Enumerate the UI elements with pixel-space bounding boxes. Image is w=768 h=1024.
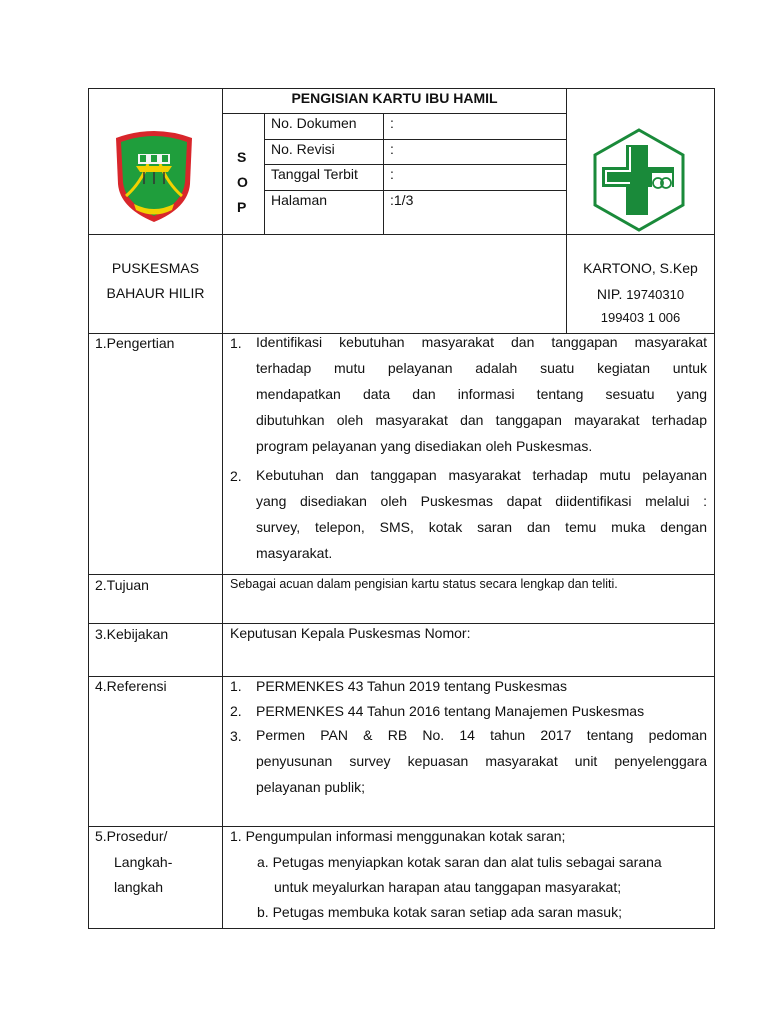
table-border-right (714, 88, 715, 929)
signer-nip-line1 (567, 285, 714, 304)
header-row-line (88, 234, 715, 235)
pengertian-item-2-line: masyarakat. (256, 545, 333, 561)
sop-letter-p: P (237, 199, 247, 215)
pengertian-item-2-line: yang disediakan oleh Puskesmas dapat diidentifikasi melalui : (256, 493, 707, 509)
meta-value-halaman: :1/3 (390, 192, 414, 208)
meta-label-no-dokumen: No. Dokumen (271, 115, 357, 131)
pengertian-item-1-line: terhadap mutu pelayanan adalah suatu kegiatan untuk (256, 360, 707, 376)
prosedur-substep-a-line2: untuk meyalurkan harapan atau tanggapan masyarakat; (274, 879, 622, 895)
meta-label-halaman: Halaman (271, 192, 328, 208)
pengertian-item-1 (256, 329, 707, 459)
pengertian-item-1-line: program pelayanan yang disediakan oleh Puskesmas. (256, 438, 593, 454)
pengertian-item-1-number: 1. (230, 335, 242, 351)
signer-nip-part1: 19740310 (626, 287, 685, 302)
prosedur-substep-b: b. Petugas membuka kotak saran setiap ada saran masuk; (257, 904, 622, 920)
header-divider-left (222, 88, 223, 334)
body-column-divider (222, 333, 223, 929)
signer-nip-part2: 199403 1 006 (600, 310, 681, 325)
meta-value-tanggal-terbit: : (390, 166, 394, 182)
sop-letter-o: O (237, 174, 248, 190)
pengertian-item-2 (256, 462, 707, 566)
section-label-tujuan: 2.Tujuan (95, 577, 149, 593)
signer-nip-label: NIP. (596, 286, 623, 302)
pengertian-item-2-number: 2. (230, 468, 242, 484)
meta-divider (383, 113, 384, 235)
org-name-line2: BAHAUR HILIR (106, 285, 205, 301)
section-label-prosedur-line3: langkah (114, 879, 164, 895)
referensi-item-3 (256, 722, 707, 800)
pengertian-item-1-line: dibutuhkan oleh masyarakat dan tanggapan mayarakat terhadap (256, 412, 707, 428)
meta-label-no-revisi: No. Revisi (271, 141, 335, 157)
section-label-prosedur-line2: Langkah- (114, 854, 173, 870)
referensi-item-1: PERMENKES 43 Tahun 2019 tentang Puskesmas (256, 678, 568, 694)
kebijakan-text: Keputusan Kepala Puskesmas Nomor: (230, 625, 471, 641)
meta-value-no-dokumen: : (390, 115, 394, 131)
meta-value-no-revisi: : (390, 141, 394, 157)
section-label-kebijakan: 3.Kebijakan (95, 626, 169, 642)
puskesmas-cross-logo-icon (590, 127, 688, 233)
document-title: PENGISIAN KARTU IBU HAMIL (291, 90, 498, 106)
referensi-item-3-line: penyusunan survey kepuasan masyarakat unit penyelenggara (256, 753, 707, 769)
referensi-item-3-line: pelayanan publik; (256, 779, 365, 795)
referensi-item-2-number: 2. (230, 703, 242, 719)
signer-name: KARTONO, S.Kep (583, 260, 698, 276)
sop-divider (264, 113, 265, 235)
meta-label-tanggal-terbit: Tanggal Terbit (271, 166, 358, 182)
referensi-item-3-line: Permen PAN & RB No. 14 tahun 2017 tentang pedoman (256, 727, 707, 743)
pengertian-item-2-line: survey, telepon, SMS, kotak saran dan temu muka dengan (256, 519, 707, 535)
pengertian-item-1-line: mendapatkan data dan informasi tentang sesuatu yang (256, 386, 707, 402)
prosedur-substep-a-line1: a. Petugas menyiapkan kotak saran dan alat tulis sebagai sarana (257, 854, 662, 870)
sop-letter-s: S (237, 149, 247, 165)
section-label-referensi: 4.Referensi (95, 678, 167, 694)
table-border-left (88, 88, 89, 929)
referensi-item-1-number: 1. (230, 678, 242, 694)
referensi-item-2: PERMENKES 44 Tahun 2016 tentang Manajemen Puskesmas (256, 703, 645, 719)
referensi-item-3-number: 3. (230, 728, 242, 744)
pengertian-item-2-line: Kebutuhan dan tanggapan masyarakat terhadap mutu pelayanan (256, 467, 707, 483)
prosedur-step-1: 1. Pengumpulan informasi menggunakan kotak saran; (230, 828, 566, 844)
regional-crest-icon (110, 124, 198, 224)
tujuan-text: Sebagai acuan dalam pengisian kartu status secara lengkap dan teliti. (230, 577, 618, 591)
pengertian-item-1-line: Identifikasi kebutuhan masyarakat dan tanggapan masyarakat (256, 334, 707, 350)
section-label-pengertian: 1.Pengertian (95, 335, 175, 351)
org-name-line1: PUSKESMAS (111, 260, 200, 276)
section-label-prosedur-line1: 5.Prosedur/ (95, 828, 168, 844)
table-border-bottom (88, 928, 715, 929)
